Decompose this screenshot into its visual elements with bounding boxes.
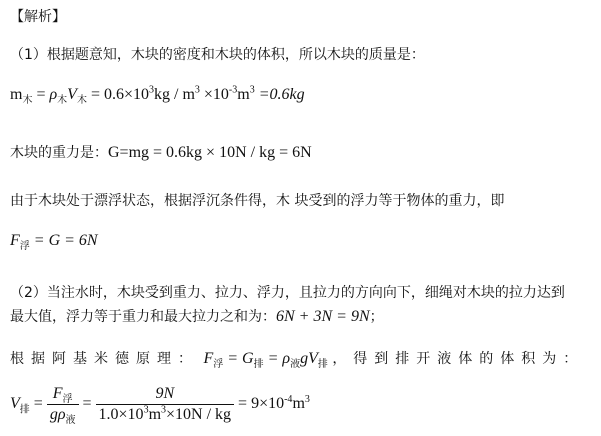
gravity-line [10,142,312,162]
volume-fraction-1: $\frac{F_浮}{g\rho_液}$ [47,384,79,425]
buoyancy-formula: $F_浮 = G = 6N$ [10,232,98,253]
part2-text-line2: 最大值，浮力等于重力和最大拉力之和为：6N + 3N = 9N； [10,308,384,325]
gravity-formula: G=mg = 0.6kg × 10N / kg = 6N [108,144,312,161]
solution-header: 【解析】 [10,9,66,25]
part1-intro: （1）根据题意知，木块的密度和木块的体积，所以木块的质量是： [10,47,425,63]
buoyancy-text: 由于木块处于漂浮状态，根据浮沉条件得，木 块受到的浮力等于物体的重力，即 [10,193,505,209]
archimedes-formula: $F_浮 = G_排 = \rho_液gV_排$ [203,350,328,371]
part2-text-line1: （2）当注水时，木块受到重力、拉力、浮力，且拉力的方向向下，细绳对木块的拉力达到 [10,285,565,301]
volume-formula: $V_排$ = $\frac{F_浮}{g\rho_液}$ = $\frac{9N}{1.0\times 10^3m^3\times 10N / kg}$ = $9\times 10^{-4}m^3$ [10,385,310,427]
archimedes-line: 根据阿基米德原理： $F_浮 = G_排 = \rho_液gV_排$ ，得到排开液体的体积为： [10,350,585,371]
volume-fraction-2: $\frac{9N}{1.0\times 10^3m^3\times 10N / kg}$ [96,384,235,425]
mass-formula: $m_木 = \rho_木V_木 = 0.6\times 10^3kg / m^3 \times 10^{-3}m^3 =0.6kg$ [10,84,305,107]
gravity-label: 木块的重力是： [10,145,108,161]
